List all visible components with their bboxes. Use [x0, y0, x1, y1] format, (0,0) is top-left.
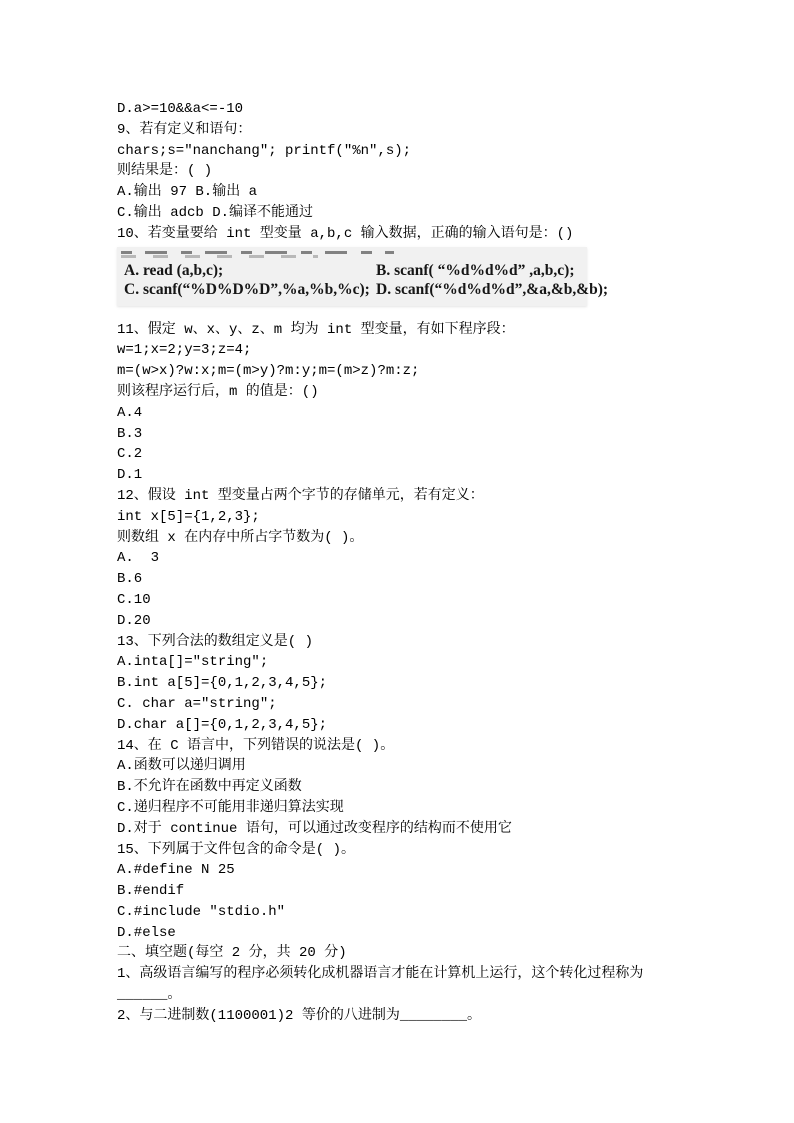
- q10-option-c: C. scanf(“%D%D%D”,%a,%b,%c);: [124, 281, 370, 299]
- q11-code-1: w=1;x=2;y=3;z=4;: [117, 342, 252, 359]
- q12-option-a: A. 3: [117, 550, 160, 567]
- q15-option-c: C.#include ″stdio.h″: [117, 903, 286, 920]
- q10-option-a: A. read (a,b,c);: [124, 261, 224, 279]
- q13-option-b: B.int a[5]={0,1,2,3,4,5};: [117, 675, 328, 692]
- q14-option-c: C.递归程序不可能用非递归算法实现: [117, 799, 344, 816]
- q9-options-cd: C.输出 adcb D.编译不能通过: [117, 204, 314, 221]
- fill1-text: 1、高级语言编写的程序必须转化成机器语言才能在计算机上运行，这个转化过程称为: [117, 966, 644, 983]
- q14-option-d: D.对于 continue 语句，可以通过改变程序的结构而不使用它: [117, 820, 512, 837]
- q9-title: 9、若有定义和语句：: [117, 121, 252, 138]
- q9-prompt: 则结果是：( ): [117, 163, 213, 180]
- q13-option-d: D.char a[]={0,1,2,3,4,5};: [117, 716, 328, 733]
- q12-option-d: D.20: [117, 612, 151, 629]
- q10-title: 10、若变量要给 int 型变量 a,b,c 输入数据，正确的输入语句是：(): [117, 225, 574, 242]
- document-content: [117, 99, 737, 1027]
- q11-option-d: D.1: [117, 467, 143, 484]
- fill2-text: 2、与二进制数(1100001)2 等价的八进制为________。: [117, 1007, 482, 1024]
- q14-option-b: B.不允许在函数中再定义函数: [117, 779, 302, 796]
- q9-options-ab: A.输出 97 B.输出 a: [117, 184, 258, 201]
- q10-options-image: [117, 247, 609, 306]
- q11-title: 11、假定 w、x、y、z、m 均为 int 型变量，有如下程序段：: [117, 321, 515, 338]
- q10-option-b: B. scanf( “%d%d%d” ,a,b,c);: [376, 261, 575, 279]
- q13-option-a: A.inta[]=″string″;: [117, 654, 269, 671]
- q11-option-c: C.2: [117, 446, 143, 463]
- q13-title: 13、下列合法的数组定义是( ): [117, 633, 314, 650]
- q14-option-a: A.函数可以递归调用: [117, 758, 246, 775]
- fill1-blank: ______。: [117, 987, 182, 1004]
- q15-title: 15、下列属于文件包含的命令是( )。: [117, 841, 356, 858]
- q13-option-c: C. char a=″string″;: [117, 695, 277, 712]
- q14-title: 14、在 C 语言中，下列错误的说法是( )。: [117, 737, 395, 754]
- q10-option-d: D. scanf(“%d%d%d”,&a,&b,&b);: [376, 281, 609, 299]
- q10-options-grid: [117, 258, 609, 306]
- q12-prompt: 则数组 x 在内存中所占字节数为( )。: [117, 529, 364, 546]
- q8-option-d: D.a>=10&&a<=-10: [117, 101, 244, 117]
- q11-prompt: 则该程序运行后，m 的值是：(): [117, 383, 319, 400]
- clipped-text-fragment: [121, 251, 394, 254]
- q15-option-a: A.#define N 25: [117, 862, 235, 879]
- q9-code: chars;s=″nanchang″; printf(″%n″,s);: [117, 142, 412, 159]
- q15-option-d: D.#else: [117, 924, 176, 941]
- q12-title: 12、假设 int 型变量占两个字节的存储单元，若有定义：: [117, 487, 484, 504]
- q11-option-b: B.3: [117, 425, 143, 442]
- q12-code: int x[5]={1,2,3};: [117, 508, 260, 525]
- q15-option-b: B.#endif: [117, 883, 185, 900]
- q12-option-c: C.10: [117, 591, 151, 608]
- section2-header: 二、填空题(每空 2 分，共 20 分): [117, 945, 347, 962]
- q11-code-2: m=(w>x)?w:x;m=(m>y)?m:y;m=(m>z)?m:z;: [117, 363, 420, 380]
- q11-option-a: A.4: [117, 404, 143, 421]
- q12-option-b: B.6: [117, 571, 143, 588]
